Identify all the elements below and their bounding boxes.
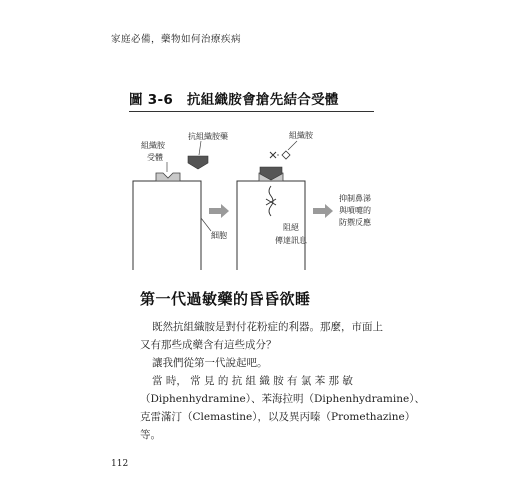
cell-label: 細胞 — [211, 231, 227, 240]
paragraph-3-line-4: 等。 — [140, 429, 161, 441]
receptor-label-2: 受體 — [147, 153, 163, 162]
left-cell — [133, 173, 201, 270]
blocked-x-mark — [270, 152, 276, 158]
antihistamine-label: 抗組織胺藥 — [188, 132, 228, 141]
figure-title: 圖 3-6 抗組織胺會搶先結合受體 — [129, 92, 339, 108]
paragraph-3-line-2: （Diphenhydramine）、苯海拉明（Diphenhydramine）、 — [140, 393, 425, 405]
paragraph-1-line-1: 既然抗組織胺是對付花粉症的利器。那麼，市面上 — [152, 321, 383, 333]
paragraph-3-line-1: 當 時， 常 見 的 抗 組 織 胺 有 氯 苯 那 敏 — [152, 375, 353, 387]
right-cell — [237, 167, 305, 270]
paragraph-3-line-3: 克雷滿汀（Clemastine），以及異丙嗪（Promethazine） — [140, 411, 416, 423]
block-label-2: 傳達訊息 — [275, 236, 307, 245]
antihistamine-pointer — [199, 141, 201, 155]
running-head: 家庭必備，藥物如何治療疾病 — [111, 34, 242, 45]
result-label-1: 抑制鼻涕 — [339, 194, 371, 203]
section-title: 第一代過敏藥的昏昏欲睡 — [140, 290, 311, 308]
page-number: 112 — [111, 459, 129, 469]
result-label-3: 防禦反應 — [339, 218, 371, 227]
result-label-2: 與噴嚏的 — [339, 206, 371, 215]
cell-pointer — [201, 218, 211, 231]
antihistamine-diagram — [129, 118, 379, 270]
figure-title-rule — [129, 111, 374, 112]
block-label-1: 阻絕 — [283, 223, 299, 232]
arrow-2 — [313, 204, 333, 218]
histamine-label: 組織胺 — [289, 131, 313, 140]
histamine-diamond — [282, 151, 290, 159]
histamine-pointer — [288, 141, 297, 150]
receptor-label-1: 組織胺 — [141, 141, 165, 150]
paragraph-2: 讓我們從第一代說起吧。 — [152, 357, 268, 369]
left-receptor — [156, 173, 180, 181]
free-antihistamine-shape — [188, 156, 208, 169]
arrow-1 — [209, 204, 229, 218]
paragraph-1-line-2: 又有那些成藥含有這些成分？ — [140, 339, 277, 351]
